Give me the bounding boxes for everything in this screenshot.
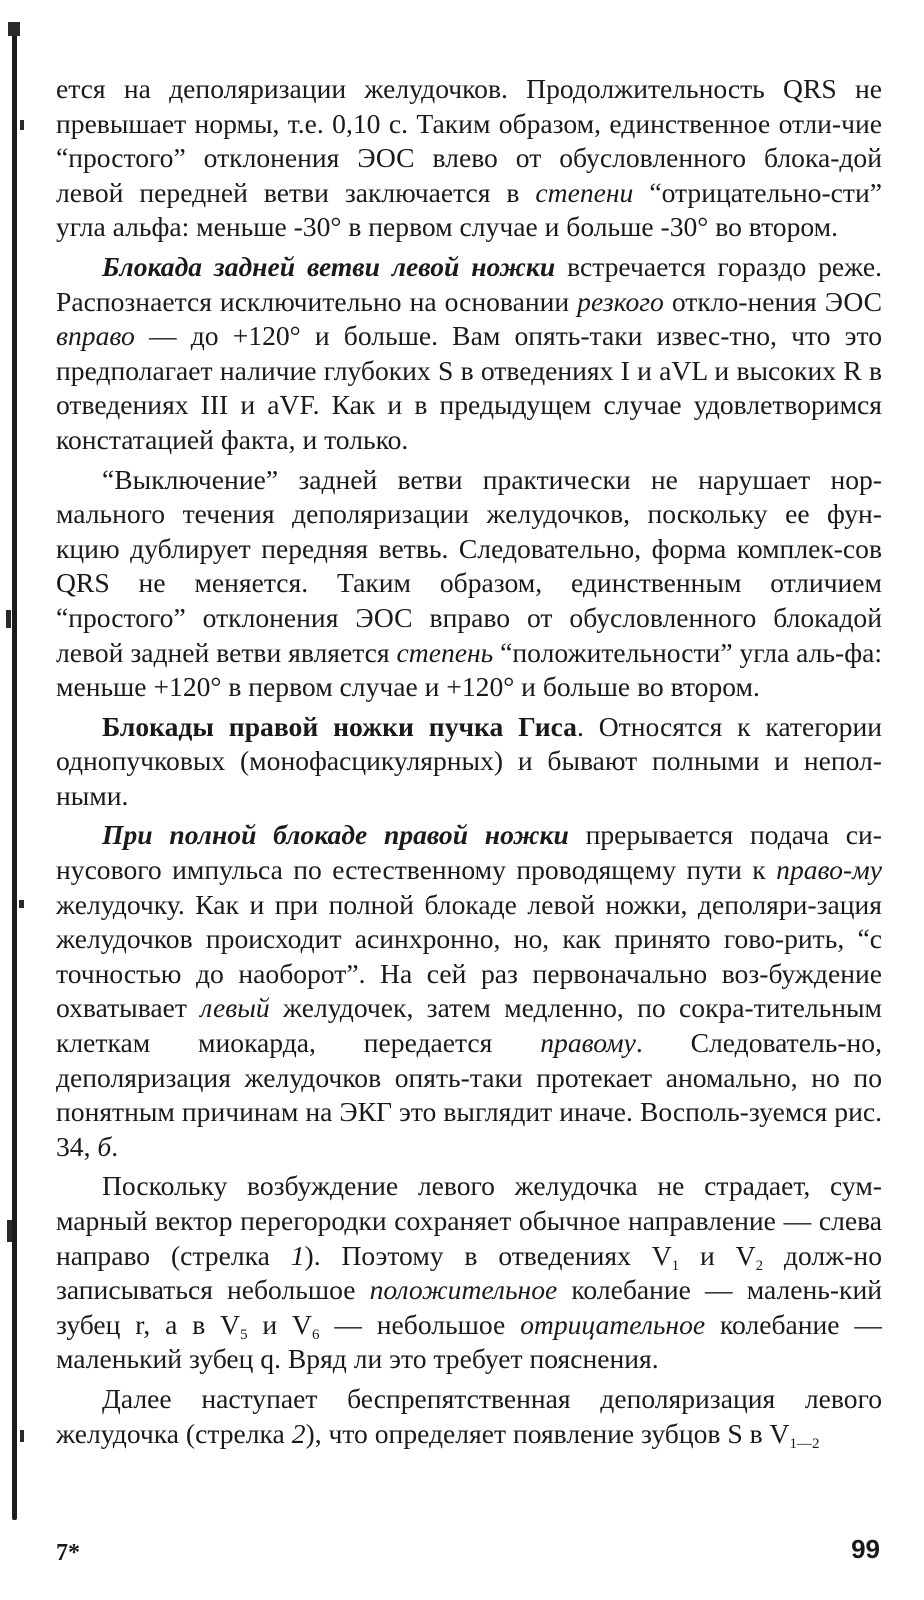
paragraph: Блокады правой ножки пучка Гиса. Относятся к категории однопучковых (монофасцикулярных) и бывают полными и непол-ными. (56, 710, 882, 811)
page-number: 99 (851, 1534, 880, 1564)
paragraph: При полной блокаде правой ножки прерывается подача си-нусового импульса по естественному проводящему пути к право-му желудочку. Как и при полной блокаде левой ножки, деполяри-зация желудочков происходит асинхронно, но, как принято гово-рить, “с точностью до наоборот”. На сей раз первоначально воз-буждение охватывает левый желудочек, затем медленно, по сокра-тительным клеткам миокарда, передается правому. Следователь-но, деполяризация желудочков опять-таки протекает аномально, но по понятным причинам на ЭКГ это выглядит иначе. Восполь-зуемся рис. 34, б. (56, 819, 882, 1162)
paragraph: “Выключение” задней ветви практически не нарушает нор-мального течения деполяризации желудочков, поскольку ее фун-кцию дублирует передняя ветвь. Следовательно, форма комплек-сов QRS не меняется. Таким образом, единственным отличием “простого” отклонения ЭОС вправо от обусловленного блокадой левой задней ветви является степень “положительности” угла аль-фа: меньше +120° в первом случае и +120° и больше во втором. (56, 463, 882, 703)
section-heading: При полной блокаде правой ножки (102, 819, 569, 851)
paragraph: Блокада задней ветви левой ножки встречается гораздо реже. Распознается исключительно на основании резкого откло-нения ЭОС вправо — до +120° и больше. Вам опять-таки извес-тно, что это предполагает наличие глубоких S в отведениях I и aVL и высоких R в отведениях III и aVF. Как и в предыдущем случае удовлетворимся констатацией факта, и только. (56, 250, 883, 455)
page-body (56, 72, 882, 1451)
paragraph: ется на деполяризации желудочков. Продолжительность QRS не превышает нормы, т.е. 0,10 с. Таким образом, единственное отли-чие “простого” отклонения ЭОС влево от обусловленного блока-дой левой передней ветви заключается в степени “отрицательно-сти” угла альфа: меньше -30° в первом случае и больше -30° во втором. (56, 73, 882, 243)
section-heading: Блокада задней ветви левой ножки (102, 250, 556, 282)
section-heading: Блокады правой ножки пучка Гиса (102, 710, 577, 742)
paragraph: Далее наступает беспрепятственная деполяризация левого желудочка (стрелка 2), что определяет появление зубцов S в $V_{1—2}$ (56, 1382, 882, 1452)
scanned-page-edge (0, 0, 26, 1600)
signature-mark: 7* (56, 1540, 80, 1566)
paragraph: Поскольку возбуждение левого желудочка не страдает, сум-марный вектор перегородки сохраняет обычное направление — слева направо (стрелка 1). Поэтому в отведениях $V_1$ и $V_2$ долж-но записываться небольшое положительное колебание — малень-кий зубец r, а в $V_5$ и $V_6$ — небольшое отрицательное колебание — маленький зубец q. Вряд ли это требует пояснения. (56, 1170, 882, 1375)
